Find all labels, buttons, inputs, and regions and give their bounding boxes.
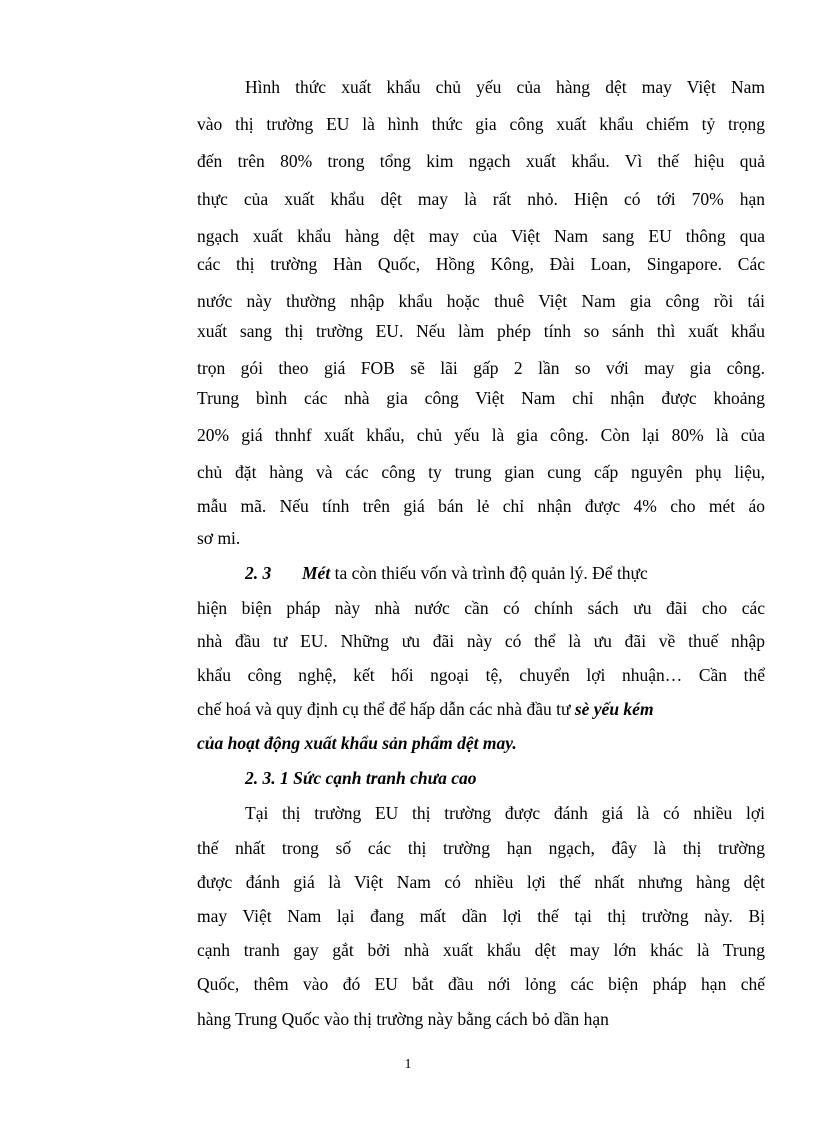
paragraph-line: vào thị trường EU là hình thức gia công xuất khẩu chiếm tỷ trọng	[197, 114, 765, 134]
paragraph-line: khẩu công nghệ, kết hối ngoại tệ, chuyển lợi nhuận… Cần thể	[197, 665, 765, 685]
paragraph-line: hàng Trung Quốc vào thị trường này bằng cách bỏ dần hạn	[197, 1009, 609, 1029]
paragraph-line: may Việt Nam lại đang mất dần lợi thế tại thị trường này. Bị	[197, 906, 765, 926]
page-number: 1	[404, 1057, 412, 1072]
paragraph-line: của hoạt động xuất khẩu sản phẩm dệt may.	[197, 733, 517, 753]
paragraph-line: Trung bình các nhà gia công Việt Nam chỉ nhận được khoảng	[197, 388, 765, 408]
paragraph-line: Tại thị trường EU thị trường được đánh giá là có nhiều lợi	[245, 803, 765, 823]
paragraph-line: nhà đầu tư EU. Những ưu đãi này có thể là ưu đãi về thuế nhập	[197, 631, 765, 651]
paragraph-line: mẫu mã. Nếu tính trên giá bán lẻ chỉ nhận được 4% cho mét áo	[197, 496, 765, 516]
paragraph-line: đến trên 80% trong tổng kim ngạch xuất khẩu. Vì thế hiệu quả	[197, 151, 765, 171]
paragraph-line: 20% giá thnhf xuất khẩu, chủ yếu là gia công. Còn lại 80% là của	[197, 425, 765, 445]
emphasis-text: Mét	[302, 563, 331, 583]
paragraph-line: Hình thức xuất khẩu chủ yếu của hàng dệt may Việt Nam	[245, 77, 765, 97]
paragraph-line: sơ mi.	[197, 528, 241, 548]
emphasis-text: sè yếu kém	[574, 699, 654, 719]
line-text: chế hoá và quy định cụ thể để hấp dẫn các nhà đầu tư	[197, 699, 575, 719]
paragraph-line: được đánh giá là Việt Nam có nhiều lợi thế nhất nhưng hàng dệt	[197, 872, 765, 892]
paragraph-line: thực của xuất khẩu dệt may là rất nhỏ. Hiện có tới 70% hạn	[197, 189, 765, 209]
section-heading: 2. 3. 1 Sức cạnh tranh chưa cao	[245, 768, 477, 788]
section-number: 2. 3	[245, 563, 272, 583]
paragraph-line: chủ đặt hàng và các công ty trung gian cung cấp nguyên phụ liệu,	[197, 462, 765, 482]
paragraph-line: hiện biện pháp này nhà nước cần có chính sách ưu đãi cho các	[197, 598, 765, 618]
line-text: ta còn thiếu vốn và trình độ quản lý. Để thực	[330, 563, 648, 583]
paragraph-line: các thị trường Hàn Quốc, Hồng Kông, Đài Loan, Singapore. Các	[197, 254, 765, 274]
paragraph-line: trọn gói theo giá FOB sẽ lãi gấp 2 lần so với may gia công.	[197, 358, 765, 378]
paragraph-line: ngạch xuất khẩu hàng dệt may của Việt Nam sang EU thông qua	[197, 226, 765, 246]
paragraph-line: cạnh tranh gay gắt bởi nhà xuất khẩu dệt may lớn khác là Trung	[197, 940, 765, 960]
paragraph-line: xuất sang thị trường EU. Nếu làm phép tính so sánh thì xuất khẩu	[197, 321, 765, 341]
paragraph-line: Quốc, thêm vào đó EU bắt đầu nới lỏng các biện pháp hạn chế	[197, 974, 765, 994]
paragraph-line: nước này thường nhập khẩu hoặc thuê Việt Nam gia công rồi tái	[197, 291, 765, 311]
paragraph-line: thế nhất trong số các thị trường hạn ngạch, đây là thị trường	[197, 838, 765, 858]
paragraph-line	[197, 698, 765, 720]
paragraph-line	[245, 562, 765, 584]
